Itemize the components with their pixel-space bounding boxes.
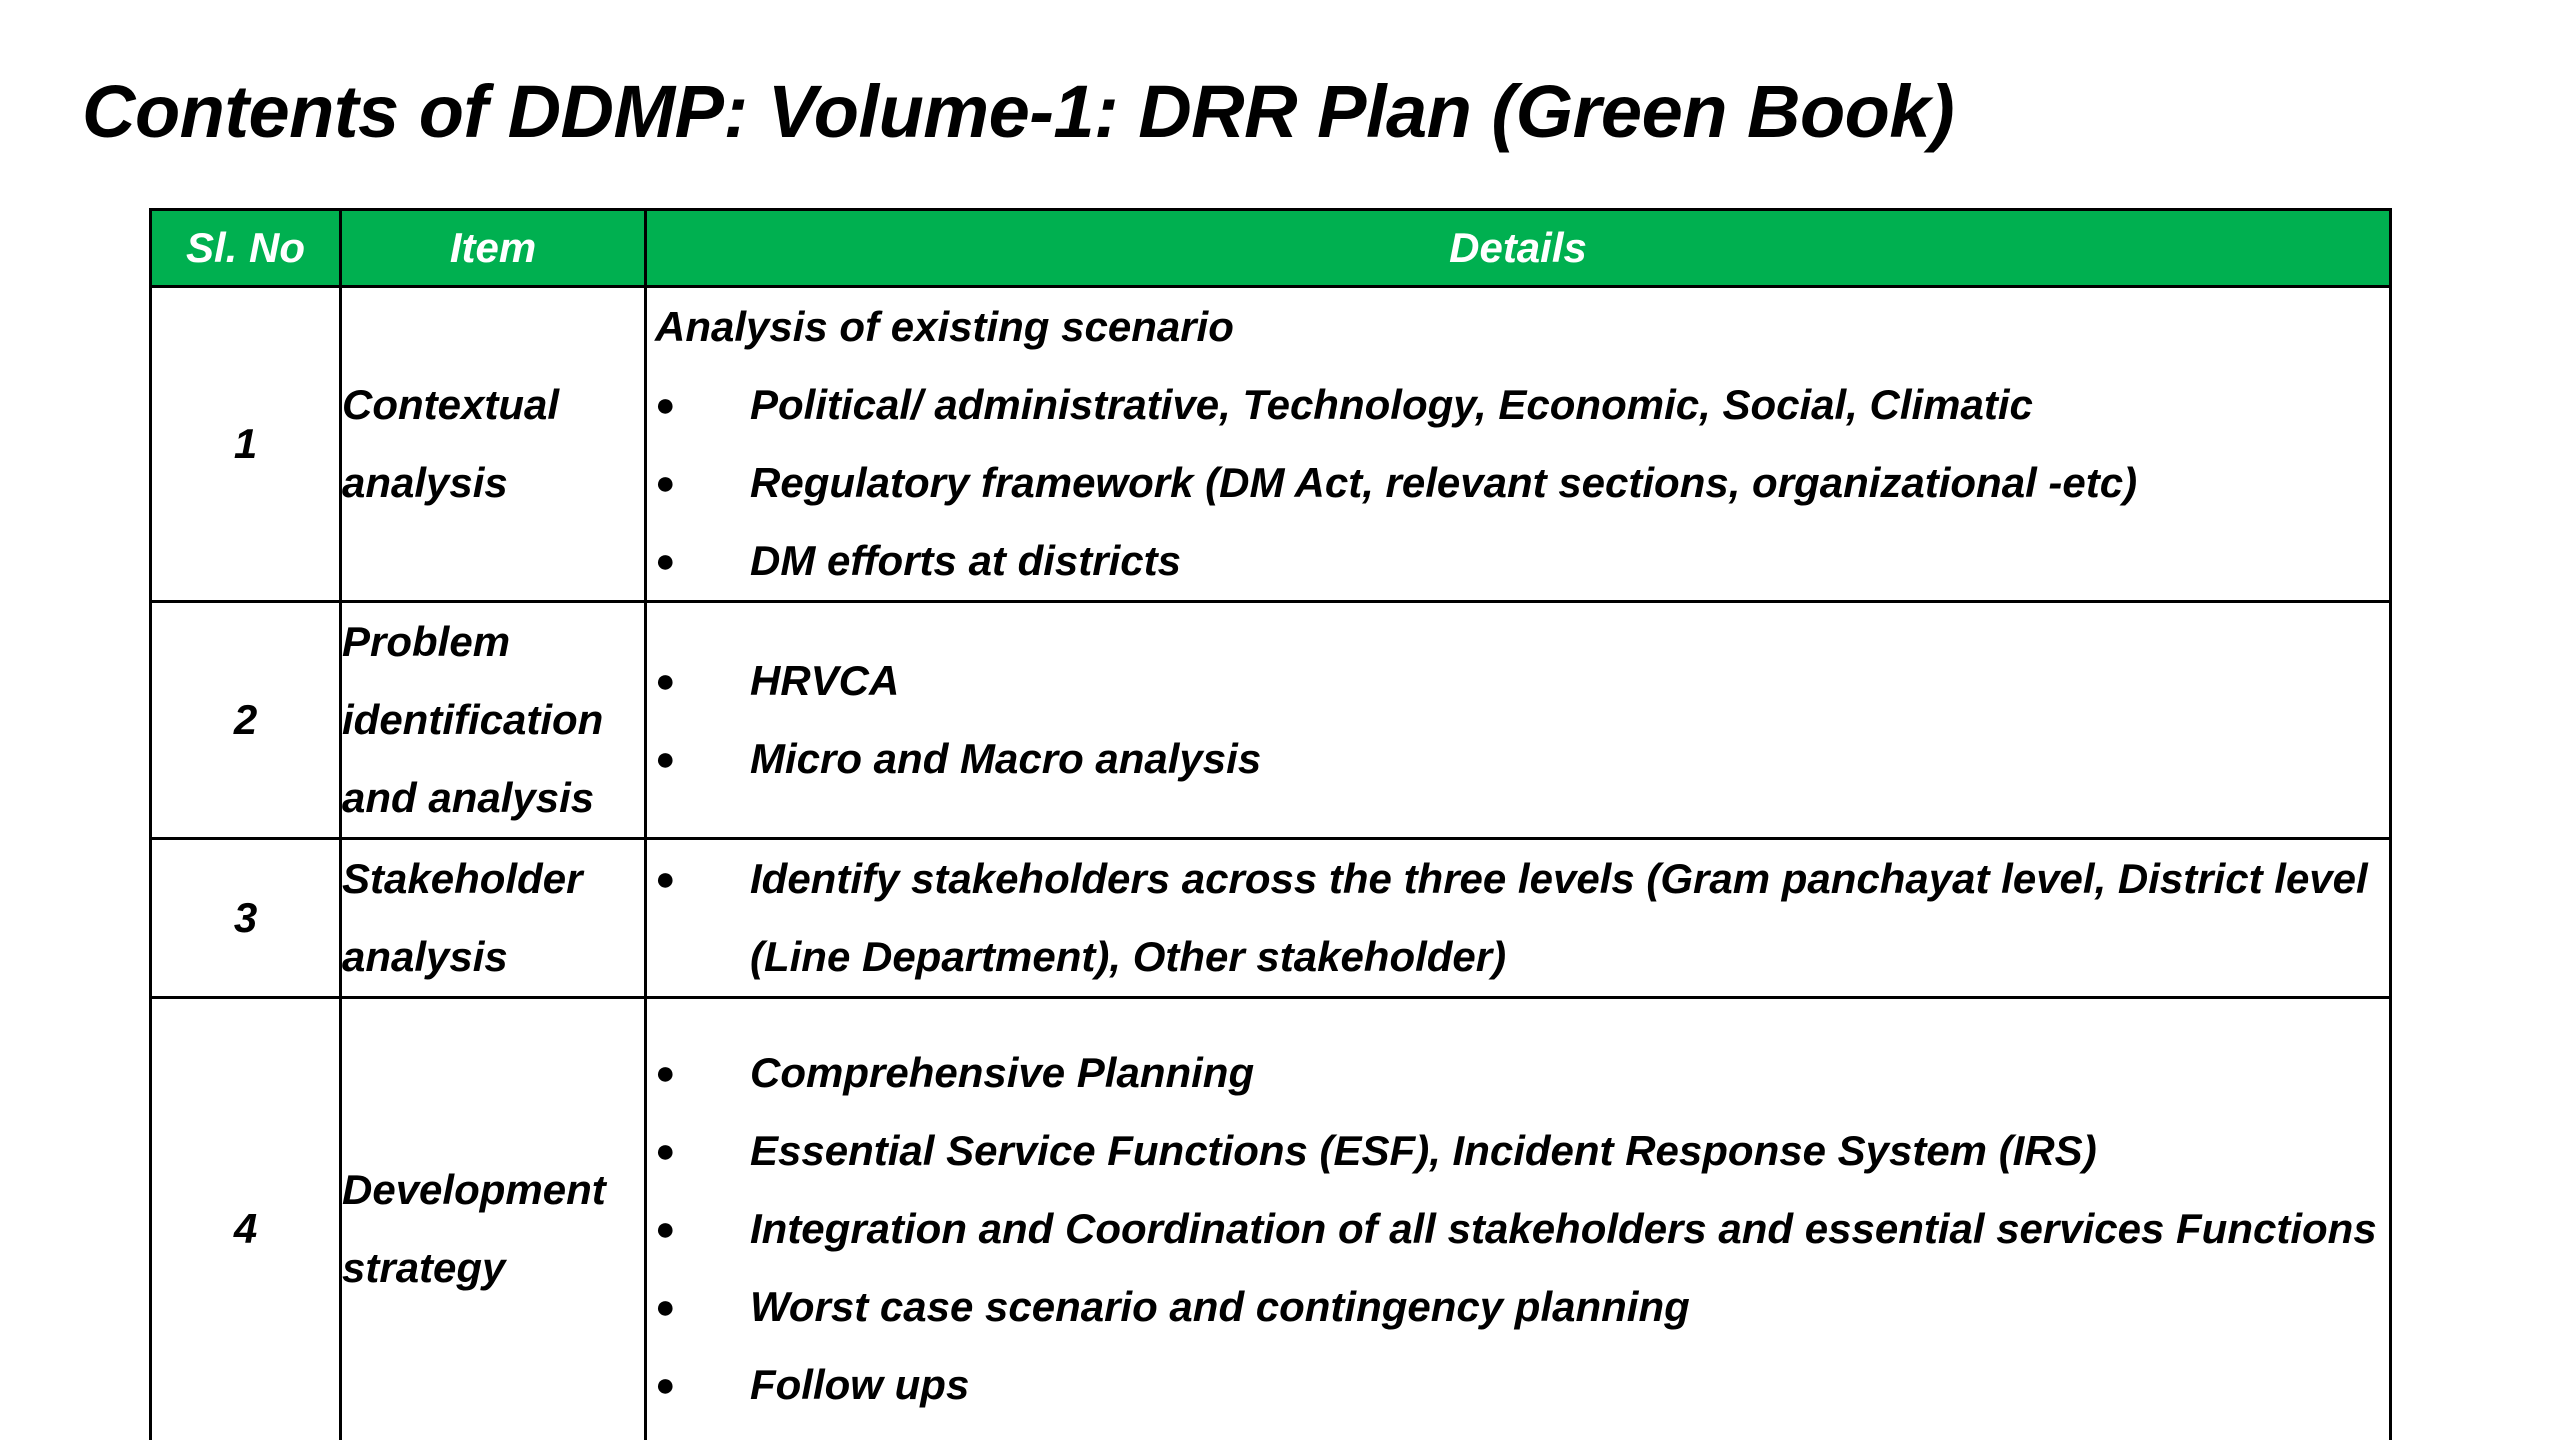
row-number: 1 [151, 287, 341, 602]
row-item: Problem identification and analysis [341, 602, 646, 839]
row-number: 4 [151, 998, 341, 1440]
bullet-icon: ● [655, 464, 676, 502]
table-header-row [151, 210, 2391, 287]
list-item-text: Political/ administrative, Technology, Economic, Social, Climatic [750, 381, 2033, 428]
contents-table [149, 208, 2392, 1440]
row-details [646, 287, 2391, 602]
list-item [647, 1346, 2389, 1424]
list-item [647, 1034, 2389, 1112]
bullet-icon: ● [655, 740, 676, 778]
list-item-text: Micro and Macro analysis [750, 735, 1262, 782]
table-row [151, 839, 2391, 998]
list-item-text: Integration and Coordination of all stakeholders and essential services Functions [750, 1204, 2377, 1252]
row-number: 3 [151, 839, 341, 998]
table-row [151, 287, 2391, 602]
list-item-text: DM efforts at districts [750, 537, 1181, 584]
list-item [647, 1268, 2389, 1346]
list-item-text: Regulatory framework (DM Act, relevant sections, organizational -etc) [750, 459, 2138, 506]
list-item [647, 522, 2389, 600]
row-item: Contextual analysis [341, 287, 646, 602]
row-details [646, 602, 2391, 839]
list-item-text: Worst case scenario and contingency planning [750, 1282, 1690, 1330]
details-list [647, 840, 2389, 996]
row-details [646, 839, 2391, 998]
list-item [647, 366, 2389, 444]
bullet-icon: ● [655, 860, 676, 898]
list-item [647, 1190, 2389, 1268]
list-item [647, 642, 2389, 720]
row-item: Stakeholder analysis [341, 839, 646, 998]
bullet-icon: ● [655, 1287, 676, 1326]
list-item-text: Essential Service Functions (ESF), Incident Response System (IRS) [750, 1126, 2097, 1174]
details-list [647, 1034, 2389, 1424]
bullet-icon: ● [655, 542, 676, 580]
bullet-icon: ● [655, 386, 676, 424]
header-sl-no: Sl. No [151, 210, 341, 287]
table-row [151, 602, 2391, 839]
bullet-icon: ● [655, 662, 676, 700]
header-item: Item [341, 210, 646, 287]
details-list [647, 366, 2389, 600]
list-item [647, 720, 2389, 798]
row-details [646, 998, 2391, 1440]
list-item [647, 444, 2389, 522]
list-item-text: Identify stakeholders across the three levels (Gram panchayat level, District level (Line Department), Other stakeholder) [750, 855, 2368, 980]
bullet-icon: ● [655, 1209, 676, 1248]
list-item [647, 840, 2389, 996]
header-details: Details [646, 210, 2391, 287]
list-item-text: HRVCA [750, 657, 900, 704]
list-item-text: Comprehensive Planning [750, 1048, 1255, 1096]
details-list [647, 642, 2389, 798]
table-row [151, 998, 2391, 1440]
row-number: 2 [151, 602, 341, 839]
row-item: Development strategy [341, 998, 646, 1440]
list-item [647, 1112, 2389, 1190]
bullet-icon: ● [655, 1053, 676, 1092]
details-intro: Analysis of existing scenario [655, 303, 1234, 350]
page-title: Contents of DDMP: Volume-1: DRR Plan (Green Book) [82, 70, 1955, 153]
list-item-text: Follow ups [750, 1360, 970, 1408]
bullet-icon: ● [655, 1131, 676, 1170]
bullet-icon: ● [655, 1365, 676, 1404]
